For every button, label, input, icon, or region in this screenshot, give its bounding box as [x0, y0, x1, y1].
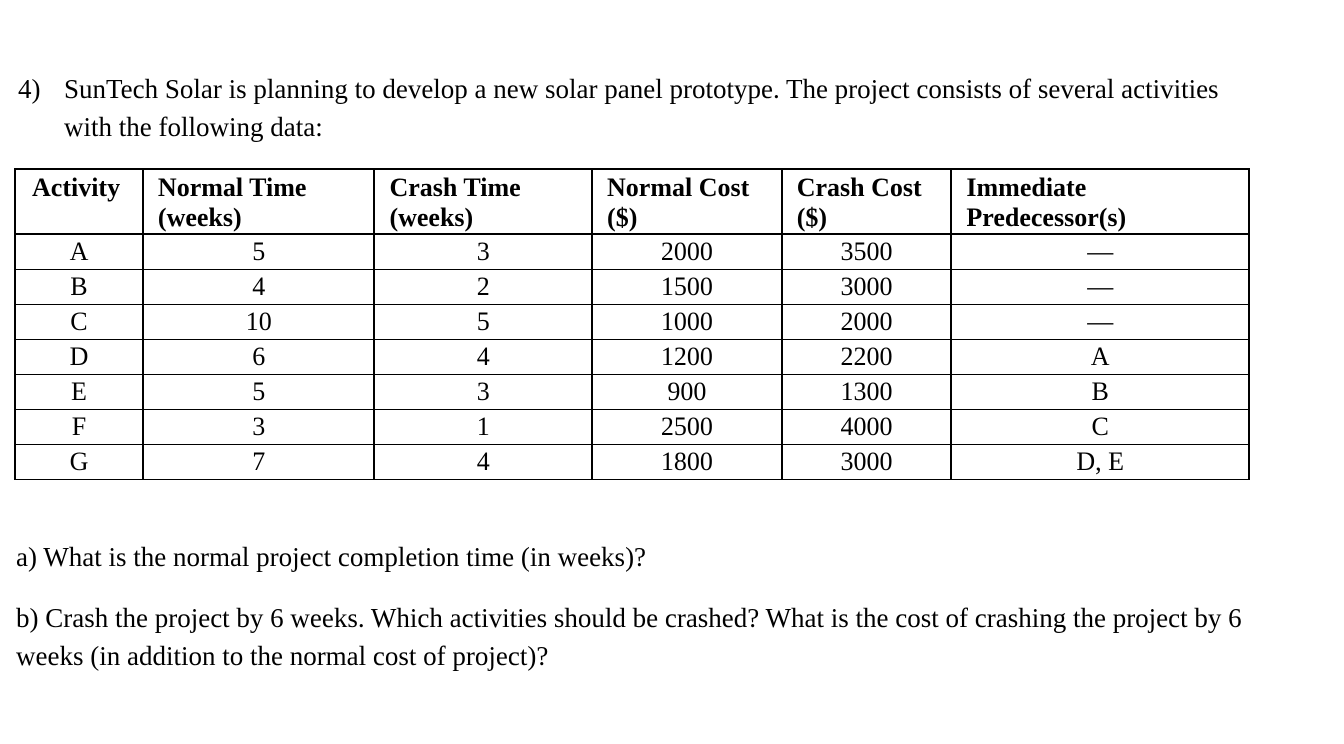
- cell-crash-cost: 2000: [782, 305, 952, 340]
- table-row: [15, 234, 1249, 270]
- header-line1: Normal Time: [157, 173, 307, 202]
- table-row: [15, 340, 1249, 375]
- cell-predecessors: —: [951, 270, 1249, 305]
- header-line2: ($): [607, 203, 638, 232]
- header-activity: [15, 169, 143, 234]
- cell-normal-time: 5: [143, 375, 375, 410]
- table-row: [15, 410, 1249, 445]
- problem-text: SunTech Solar is planning to develop a new solar panel prototype. The project consists of several activities with the following data:: [64, 74, 1219, 142]
- cell-activity: C: [15, 305, 143, 340]
- header-crash-time: [374, 169, 592, 234]
- cell-normal-time: 4: [143, 270, 375, 305]
- cell-normal-time: 6: [143, 340, 375, 375]
- cell-crash-time: 2: [374, 270, 592, 305]
- table-row: [15, 445, 1249, 480]
- cell-activity: B: [15, 270, 143, 305]
- cell-predecessors: —: [951, 234, 1249, 270]
- header-line2: (weeks): [389, 203, 474, 232]
- table-row: [15, 305, 1249, 340]
- cell-crash-time: 4: [374, 445, 592, 480]
- header-normal-cost: [592, 169, 782, 234]
- table-row: [15, 375, 1249, 410]
- header-line1: Activity: [32, 173, 121, 202]
- cell-normal-time: 10: [143, 305, 375, 340]
- header-line1: Immediate: [966, 173, 1087, 202]
- cell-normal-cost: 2000: [592, 234, 782, 270]
- table-row: [15, 270, 1249, 305]
- header-crash-cost: [782, 169, 952, 234]
- table-header-row: [15, 169, 1249, 234]
- problem-statement: [18, 70, 1268, 146]
- cell-predecessors: A: [951, 340, 1249, 375]
- header-line2: ($): [796, 203, 828, 232]
- cell-activity: A: [15, 234, 143, 270]
- cell-activity: G: [15, 445, 143, 480]
- cell-predecessors: D, E: [951, 445, 1249, 480]
- cell-crash-time: 3: [374, 375, 592, 410]
- cell-crash-time: 4: [374, 340, 592, 375]
- cell-crash-cost: 3000: [782, 445, 952, 480]
- cell-activity: E: [15, 375, 143, 410]
- cell-crash-cost: 3000: [782, 270, 952, 305]
- question-a: a) What is the normal project completion time (in weeks)?: [16, 542, 647, 572]
- cell-normal-time: 5: [143, 234, 375, 270]
- header-line2: Predecessor(s): [966, 203, 1127, 232]
- cell-predecessors: —: [951, 305, 1249, 340]
- cell-activity: F: [15, 410, 143, 445]
- cell-predecessors: C: [951, 410, 1249, 445]
- cell-normal-cost: 1200: [592, 340, 782, 375]
- header-line1: Crash Cost: [796, 173, 922, 202]
- header-predecessors: [951, 169, 1249, 234]
- cell-crash-time: 5: [374, 305, 592, 340]
- header-line2: (weeks): [157, 203, 242, 232]
- header-line1: Normal Cost: [607, 173, 750, 202]
- cell-crash-cost: 4000: [782, 410, 952, 445]
- table-body: [15, 234, 1249, 480]
- cell-predecessors: B: [951, 375, 1249, 410]
- cell-crash-cost: 1300: [782, 375, 952, 410]
- cell-crash-cost: 2200: [782, 340, 952, 375]
- cell-normal-cost: 2500: [592, 410, 782, 445]
- cell-activity: D: [15, 340, 143, 375]
- cell-normal-cost: 1500: [592, 270, 782, 305]
- cell-crash-cost: 3500: [782, 234, 952, 270]
- activity-table: [14, 168, 1250, 480]
- question-b: b) Crash the project by 6 weeks. Which activities should be crashed? What is the cost of crashing the project by 6 weeks (in addition to the normal cost of project)?: [16, 603, 1242, 671]
- cell-normal-cost: 900: [592, 375, 782, 410]
- header-line1: Crash Time: [389, 173, 521, 202]
- header-normal-time: [143, 169, 375, 234]
- cell-normal-cost: 1800: [592, 445, 782, 480]
- cell-normal-time: 7: [143, 445, 375, 480]
- cell-normal-time: 3: [143, 410, 375, 445]
- cell-crash-time: 1: [374, 410, 592, 445]
- cell-normal-cost: 1000: [592, 305, 782, 340]
- cell-crash-time: 3: [374, 234, 592, 270]
- problem-number: 4): [18, 74, 41, 104]
